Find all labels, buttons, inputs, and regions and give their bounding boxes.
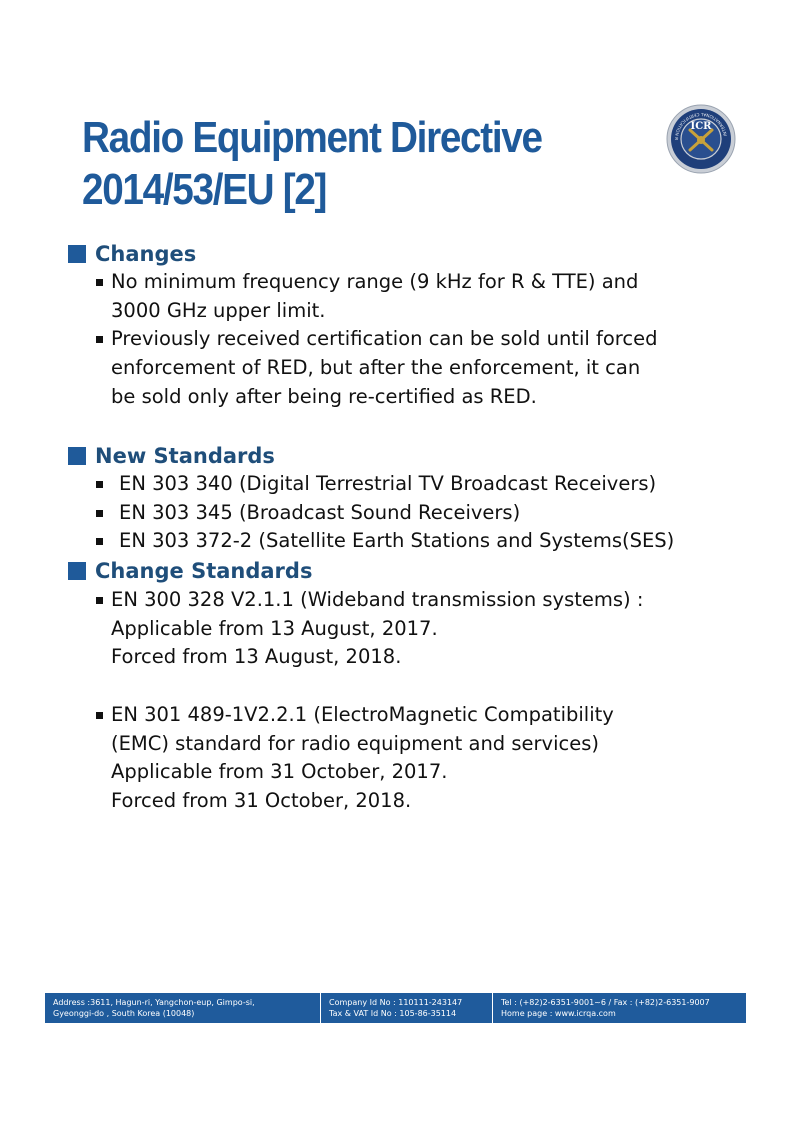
new-standards-heading: New Standards bbox=[95, 444, 275, 468]
icr-logo bbox=[666, 104, 736, 174]
square-bullet-icon bbox=[68, 245, 86, 263]
change-standards-list-2 bbox=[94, 701, 614, 816]
page-title bbox=[82, 112, 542, 216]
svg-text:INTERNATIONAL CERTIFICATION RE: INTERNATIONAL CERTIFICATION R bbox=[673, 111, 728, 141]
list-item: No minimum frequency range (9 kHz for R & TTE) and 3000 GHz upper limit. bbox=[94, 268, 657, 325]
title-line-1: Radio Equipment Directive bbox=[82, 113, 542, 162]
new-standards-list bbox=[94, 470, 674, 556]
footer-contact: Tel : (+82)2-6351-9001~6 / Fax : (+82)2-6351-9007 Home page : www.icrqa.com bbox=[501, 998, 710, 1018]
change-standards-list bbox=[94, 586, 643, 672]
square-bullet-icon bbox=[68, 447, 86, 465]
square-bullet-icon bbox=[68, 562, 86, 580]
list-item: EN 303 340 (Digital Terrestrial TV Broadcast Receivers) bbox=[94, 470, 674, 499]
list-item: EN 301 489-1V2.2.1 (ElectroMagnetic Compatibility (EMC) standard for radio equipment and services) Applicable from 31 October, 2017. Forced from 31 October, 2018. bbox=[94, 701, 614, 816]
section-heading-new-standards bbox=[68, 442, 275, 470]
list-item: EN 300 328 V2.1.1 (Wideband transmission systems) : Applicable from 13 August, 2017. Forced from 13 August, 2018. bbox=[94, 586, 643, 672]
section-heading-change-standards bbox=[68, 557, 312, 585]
title-line-2: 2014/53/EU [2] bbox=[82, 165, 327, 214]
list-item: Previously received certification can be sold until forced enforcement of RED, but after the enforcement, it can be sold only after being re-certified as RED. bbox=[94, 325, 657, 411]
section-heading-changes bbox=[68, 240, 196, 268]
logo-text: ICR bbox=[690, 121, 712, 132]
footer-address: Address :3611, Hagun-ri, Yangchon-eup, Gimpo-si, Gyeonggi-do , South Korea (10048) bbox=[45, 993, 321, 1023]
change-standards-heading: Change Standards bbox=[95, 559, 313, 583]
list-item: EN 303 345 (Broadcast Sound Receivers) bbox=[94, 499, 674, 528]
list-item: EN 303 372-2 (Satellite Earth Stations and Systems(SES) bbox=[94, 527, 674, 556]
changes-heading: Changes bbox=[95, 242, 197, 266]
footer-company-ids: Company Id No : 110111-243147 Tax & VAT Id No : 105-86-35114 bbox=[321, 993, 493, 1023]
footer-bar bbox=[45, 993, 746, 1023]
changes-list bbox=[94, 268, 657, 412]
